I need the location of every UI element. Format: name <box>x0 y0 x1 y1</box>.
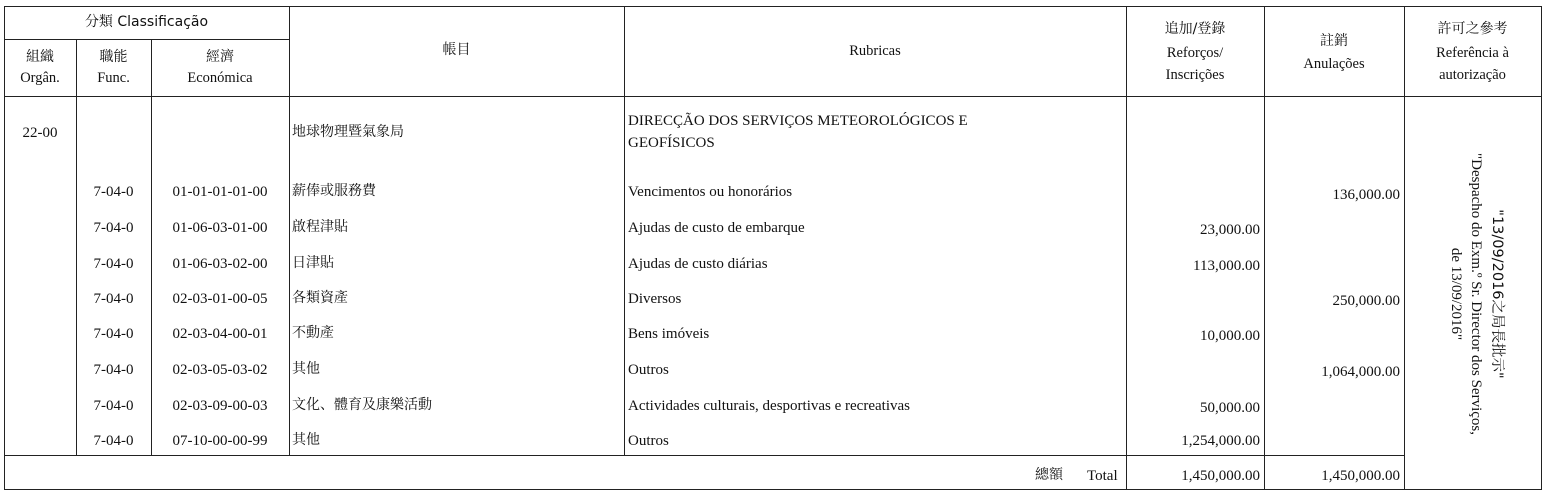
anulacoes-header-pt: Anulações <box>1303 56 1365 72</box>
rubrica-zh: 各類資產 <box>292 290 348 306</box>
referencia-header-pt2: autorização <box>1439 67 1506 83</box>
total-reforcos: 1,450,000.00 <box>1181 468 1260 484</box>
rubrica-pt: Ajudas de custo de embarque <box>628 220 805 236</box>
total-anulacoes: 1,450,000.00 <box>1321 468 1400 484</box>
rubrica-pt: Actividades culturais, desportivas e recreativas <box>628 398 910 414</box>
authorization-line-3: de 13/09/2016" <box>1448 247 1465 341</box>
econ-code: 02-03-01-00-05 <box>172 291 268 307</box>
organ-name-zh: 地球物理暨氣象局 <box>292 124 404 140</box>
func-header-pt: Func. <box>97 70 130 86</box>
rubrica-header-zh: 帳目 <box>442 42 471 58</box>
reforco-value: 23,000.00 <box>1200 222 1260 238</box>
referencia-header-pt1: Referência à <box>1436 45 1509 61</box>
func-code: 7-04-0 <box>93 220 134 236</box>
organ-header-pt: Orgân. <box>20 70 60 86</box>
rubrica-pt: Ajudas de custo diárias <box>628 256 768 272</box>
func-code: 7-04-0 <box>93 184 134 200</box>
econ-code: 02-03-05-03-02 <box>172 362 268 378</box>
rubrica-zh: 不動產 <box>292 325 334 341</box>
organ-name-pt-line1: DIRECÇÃO DOS SERVIÇOS METEOROLÓGICOS E <box>628 113 968 129</box>
rubrica-pt: Bens imóveis <box>628 326 710 342</box>
func-code: 7-04-0 <box>93 398 134 414</box>
referencia-header-zh: 許可之參考 <box>1437 21 1508 37</box>
rubrica-zh: 其他 <box>292 361 320 377</box>
econ-code: 01-01-01-01-00 <box>172 184 268 200</box>
func-code: 7-04-0 <box>93 291 134 307</box>
econ-header-zh: 經濟 <box>206 49 234 65</box>
classificacao-header: 分類 Classificação <box>84 14 209 30</box>
organ-name-pt-line2: GEOFÍSICOS <box>628 135 715 151</box>
func-code: 7-04-0 <box>93 256 134 272</box>
rubrica-zh: 啟程津貼 <box>292 219 348 235</box>
rubrica-pt: Diversos <box>628 291 682 307</box>
total-label-zh: 總額 <box>1035 467 1063 483</box>
func-code: 7-04-0 <box>93 362 134 378</box>
econ-code: 01-06-03-01-00 <box>172 220 268 236</box>
anulacao-value: 1,064,000.00 <box>1321 364 1400 380</box>
total-label-pt: Total <box>1087 468 1118 484</box>
func-header-zh: 職能 <box>99 49 128 65</box>
rubrica-zh: 其他 <box>292 432 320 448</box>
econ-code: 02-03-04-00-01 <box>172 326 268 342</box>
reforcos-header-zh: 追加/登錄 <box>1164 21 1226 37</box>
reforco-value: 113,000.00 <box>1193 258 1260 274</box>
organ-code: 22-00 <box>22 125 58 141</box>
reforco-value: 10,000.00 <box>1200 328 1260 344</box>
rubrica-zh: 文化、體育及康樂活動 <box>292 397 432 413</box>
rubrica-zh: 薪俸或服務費 <box>292 183 376 199</box>
func-code: 7-04-0 <box>93 433 134 449</box>
func-code: 7-04-0 <box>93 326 134 342</box>
rubrica-pt: Outros <box>628 362 669 378</box>
econ-code: 02-03-09-00-03 <box>172 398 268 414</box>
anulacao-value: 250,000.00 <box>1332 293 1400 309</box>
anulacao-value: 136,000.00 <box>1332 187 1400 203</box>
reforco-value: 50,000.00 <box>1200 400 1260 416</box>
reforcos-header-pt2: Inscrições <box>1165 67 1225 83</box>
authorization-reference <box>1428 118 1524 470</box>
rubrica-pt: Outros <box>628 433 669 449</box>
reforcos-header-pt1: Reforços/ <box>1166 45 1224 61</box>
authorization-line-2: "Despacho do Exm.º Sr. Director dos Serviços, <box>1468 153 1485 435</box>
rubrica-header-pt: Rubricas <box>849 43 901 59</box>
reforco-value: 1,254,000.00 <box>1181 433 1260 449</box>
authorization-line-1: "13/09/2016之局長批示" <box>1489 209 1506 379</box>
econ-code: 07-10-00-00-99 <box>172 433 268 449</box>
organ-header-zh: 組織 <box>26 49 54 65</box>
econ-header-pt: Económica <box>187 70 253 86</box>
anulacoes-header-zh: 註銷 <box>1320 33 1348 49</box>
rubrica-pt: Vencimentos ou honorários <box>628 184 793 200</box>
econ-code: 01-06-03-02-00 <box>172 256 268 272</box>
rubrica-zh: 日津貼 <box>292 255 334 271</box>
